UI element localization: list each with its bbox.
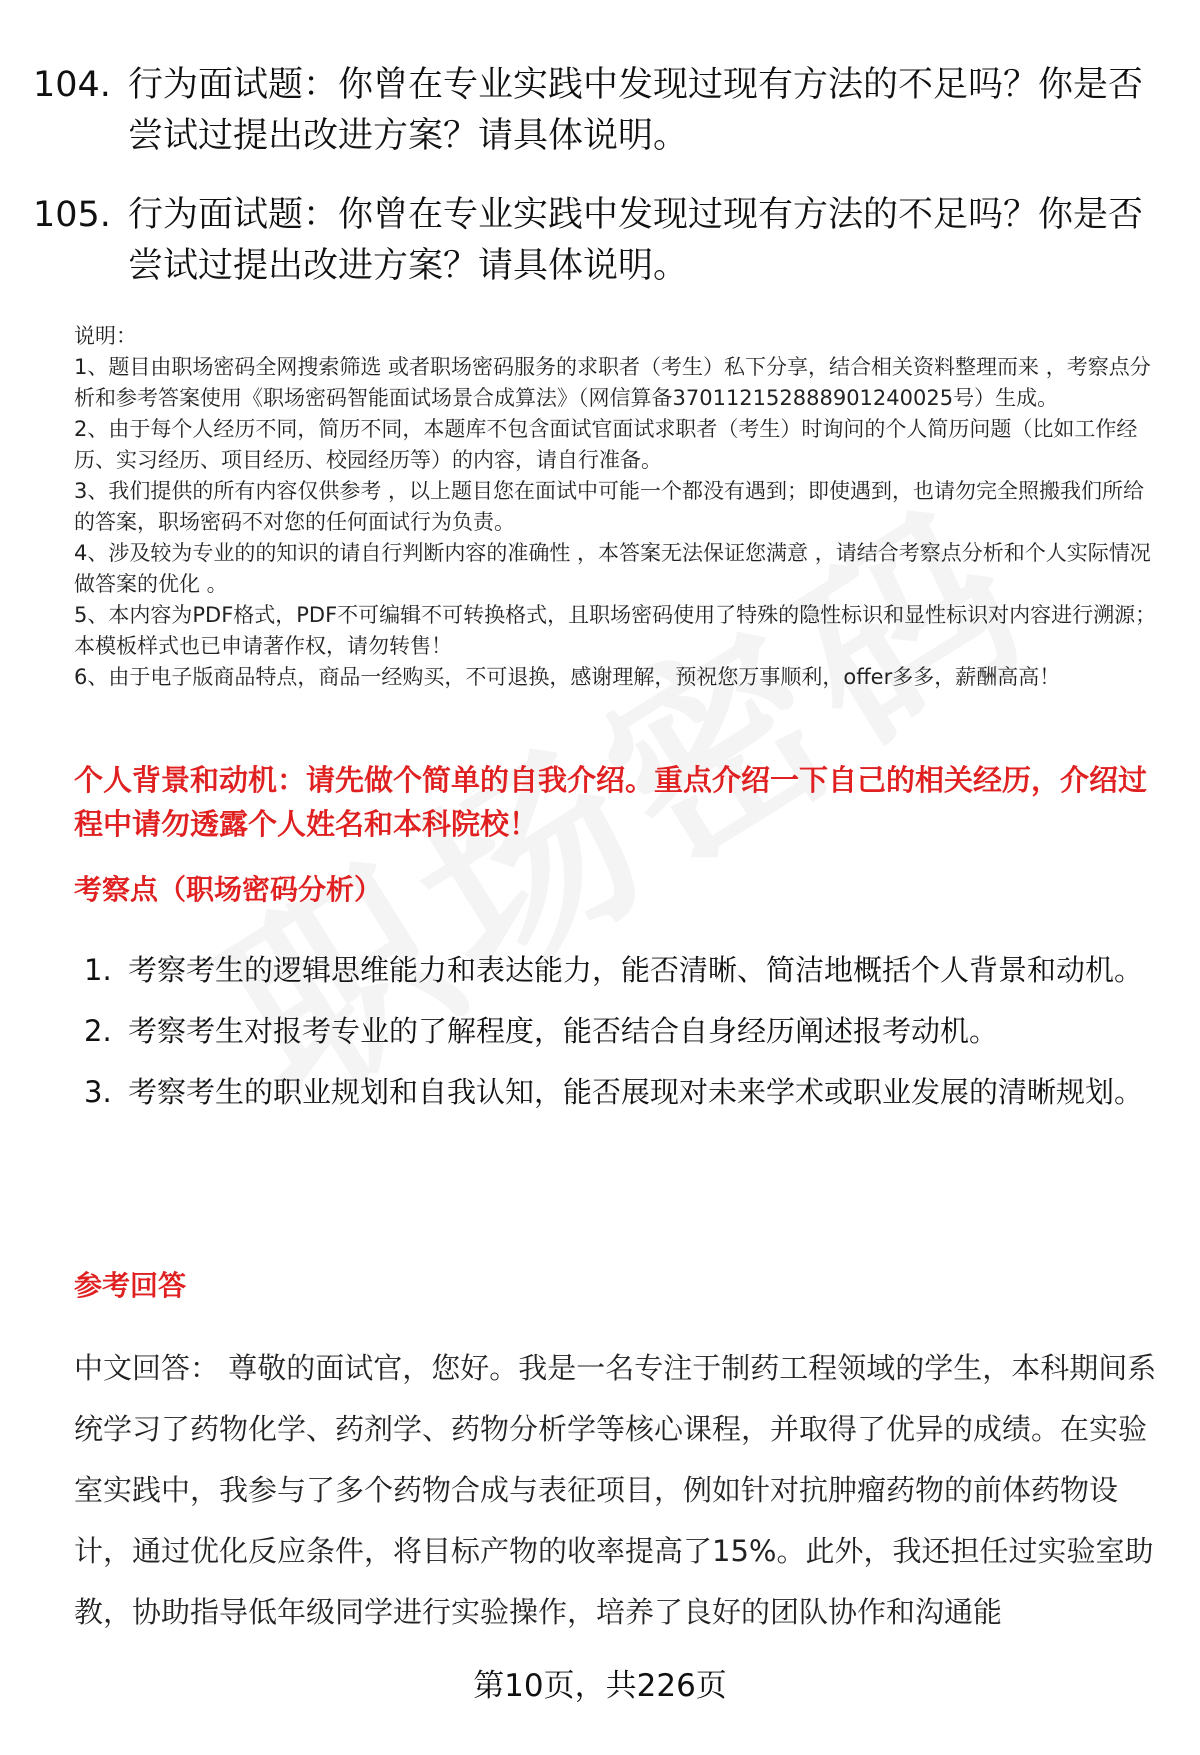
main-question: 个人背景和动机：请先做个简单的自我介绍。重点介绍一下自己的相关经历，介绍过程中请勿透露个人姓名和本科院校！ — [74, 763, 1148, 841]
note-item: 3、我们提供的所有内容仅供参考 ，以上题目您在面试中可能一个都没有遇到；即使遇到，也请勿完全照搬我们所给的答案，职场密码不对您的任何面试行为负责。 — [74, 479, 1145, 534]
list-item-text: 考察考生的逻辑思维能力和表达能力，能否清晰、简洁地概括个人背景和动机。 — [128, 953, 1144, 987]
list-item-number: 1. — [84, 953, 112, 987]
notes-title: 说明： — [74, 324, 137, 348]
list-item — [84, 940, 1164, 1001]
notes-section — [74, 321, 1164, 693]
question-105 — [33, 190, 1168, 292]
list-item-text: 考察考生对报考专业的了解程度，能否结合自身经历阐述报考动机。 — [128, 1014, 999, 1048]
list-item — [84, 1062, 1164, 1123]
question-104 — [33, 60, 1168, 162]
question-number: 104. — [33, 65, 111, 105]
question-text: 行为面试题：你曾在专业实践中发现过现有方法的不足吗？你是否尝试过提出改进方案？请具体说明。 — [128, 65, 1144, 156]
question-text: 行为面试题：你曾在专业实践中发现过现有方法的不足吗？你是否尝试过提出改进方案？请具体说明。 — [128, 195, 1144, 286]
list-item-text: 考察考生的职业规划和自我认知，能否展现对未来学术或职业发展的清晰规划。 — [128, 1075, 1144, 1109]
list-item — [84, 1001, 1164, 1062]
list-item-number: 3. — [84, 1075, 112, 1109]
reference-answer: 中文回答： 尊敬的面试官，您好。我是一名专注于制药工程领域的学生，本科期间系统学习了药物化学、药剂学、药物分析学等核心课程，并取得了优异的成绩。在实验室实践中，我参与了多个药物合成与表征项目，例如针对抗肿瘤药物的前体药物设计，通过优化反应条件，将目标产物的收率提高了15%。此外，我还担任过实验室助教，协助指导低年级同学进行实验操作，培养了良好的团队协作和沟通能 — [74, 1351, 1157, 1629]
question-number: 105. — [33, 195, 111, 235]
reference-heading: 参考回答 — [74, 1269, 187, 1302]
note-item: 5、本内容为PDF格式，PDF不可编辑不可转换格式，且职场密码使用了特殊的隐性标识和显性标识对内容进行溯源；本模板样式也已申请著作权，请勿转售！ — [74, 603, 1157, 658]
analysis-points — [84, 940, 1164, 1123]
list-item-number: 2. — [84, 1014, 112, 1048]
analysis-heading: 考察点（职场密码分析） — [74, 873, 383, 906]
page-number: 第10页，共226页 — [473, 1668, 727, 1704]
note-item: 2、由于每个人经历不同，简历不同，本题库不包含面试官面试求职者（考生）时询问的个人简历问题（比如工作经历、实习经历、项目经历、校园经历等）的内容，请自行准备。 — [74, 417, 1138, 472]
note-item: 4、涉及较为专业的的知识的请自行判断内容的准确性 ，本答案无法保证您满意 ，请结合考察点分析和个人实际情况做答案的优化 。 — [74, 541, 1151, 596]
note-item: 1、题目由职场密码全网搜索筛选 或者职场密码服务的求职者（考生）私下分享，结合相关资料整理而来 ，考察点分析和参考答案使用《职场密码智能面试场景合成算法》（网信算备370112152888901240025号）生成。 — [74, 355, 1151, 410]
note-item: 6、由于电子版商品特点，商品一经购买，不可退换，感谢理解，预祝您万事顺利，offer多多，薪酬高高！ — [74, 665, 1061, 689]
